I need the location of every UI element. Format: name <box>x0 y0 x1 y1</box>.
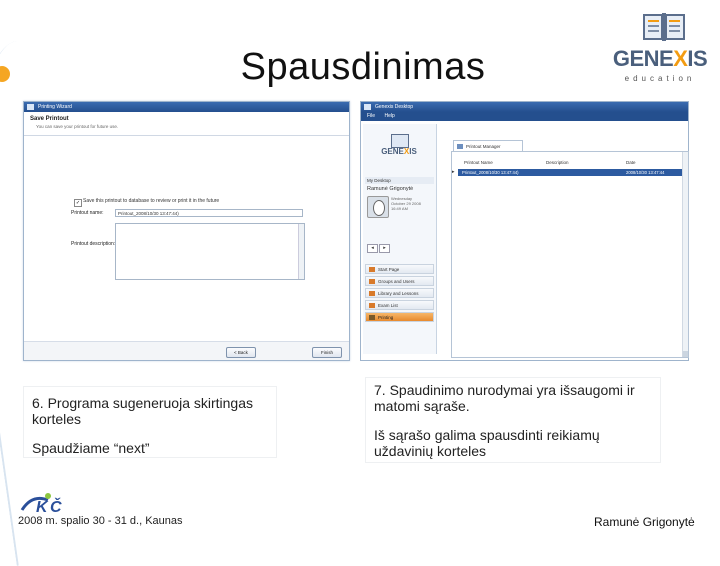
kc-logo-icon <box>18 490 76 516</box>
wizard-header <box>24 112 349 136</box>
column-header-description[interactable]: Description <box>546 160 569 165</box>
wizard-subheading: You can save your printout for future use. <box>36 124 119 129</box>
row-date: 2008/10/30 13:47:44 <box>626 170 665 175</box>
app-main-panel <box>447 124 687 359</box>
save-printout-checkbox[interactable]: ✓ <box>75 200 81 206</box>
wizard-window-title: Printing Wizard <box>38 104 72 110</box>
svg-text:K: K <box>36 499 48 516</box>
book-icon <box>642 12 686 44</box>
sidebar-wordmark: GENEXIS <box>381 147 417 156</box>
app-window-title: Genexis Desktop <box>375 104 414 110</box>
tab-printout-manager[interactable]: Printout Manager <box>453 140 523 151</box>
printout-description-label: Printout description: <box>71 241 116 247</box>
window-icon <box>364 104 371 110</box>
row-name: Printout_2008/10/30 13:47:44) <box>462 170 519 175</box>
genexis-tagline: education <box>624 74 696 83</box>
window-icon <box>27 104 34 110</box>
wizard-body <box>24 137 349 327</box>
caption-right-line2: Iš sąrašo galima spausdinti reikiamų uždavinių korteles <box>374 427 600 459</box>
slide-title: Spausdinimas <box>240 46 486 88</box>
sidebar-item-library-lessons[interactable]: Library and Lessons <box>365 288 434 298</box>
library-icon <box>369 291 375 296</box>
sidebar-item-exam-list[interactable]: Exam List <box>365 300 434 310</box>
start-page-icon <box>369 267 375 272</box>
caption-right <box>366 378 660 462</box>
my-desktop-label: My Desktop <box>365 177 434 184</box>
exam-icon <box>369 303 375 308</box>
row-pointer-icon: ▸ <box>452 169 455 175</box>
app-titlebar <box>361 102 688 112</box>
printing-wizard-screenshot <box>23 101 350 361</box>
groups-icon <box>369 279 375 284</box>
column-header-date[interactable]: Date <box>626 160 636 165</box>
printout-description-field[interactable] <box>115 223 305 280</box>
wizard-titlebar <box>24 102 349 112</box>
sidebar-genexis-logo <box>375 134 423 168</box>
caption-left-line1: 6. Programa sugeneruoja skirtingas korteles <box>32 395 254 427</box>
finish-button[interactable]: Finish <box>312 347 342 358</box>
svg-text:Č: Č <box>50 499 62 516</box>
current-date: Wednesday October 29 2008 16:49 AM <box>391 196 421 211</box>
genexis-wordmark: GENEXIS <box>612 46 708 71</box>
menu-help[interactable]: Help <box>384 113 395 119</box>
sidebar-nav-arrows <box>367 244 391 253</box>
caption-left <box>24 387 276 457</box>
genexis-logo <box>610 12 710 82</box>
footer-event-info: 2008 m. spalio 30 - 31 d., Kaunas <box>18 515 183 527</box>
arrow-left-icon[interactable]: ◂ <box>367 244 378 253</box>
save-printout-checkbox-label: Save this printout to database to review or print it in the future <box>83 198 220 204</box>
wizard-heading: Save Printout <box>30 116 69 122</box>
sidebar-item-start-page[interactable]: Start Page <box>365 264 434 274</box>
printer-icon <box>369 315 375 320</box>
printout-grid <box>451 151 689 358</box>
avatar <box>367 196 389 218</box>
genexis-desktop-screenshot <box>360 101 689 361</box>
wizard-footer <box>24 341 349 360</box>
app-menubar <box>361 112 688 121</box>
sidebar-item-groups-users[interactable]: Groups and Users <box>365 276 434 286</box>
description-scrollbar[interactable] <box>298 224 304 279</box>
grid-scrollbar[interactable] <box>682 152 688 357</box>
caption-right-line1: 7. Spaudinimo nurodymai yra išsaugomi ir matomi sąraše. <box>374 382 635 414</box>
back-button[interactable]: < Back <box>226 347 256 358</box>
column-header-name[interactable]: Printout Name <box>464 160 493 165</box>
arrow-right-icon[interactable]: ▸ <box>379 244 390 253</box>
book-icon <box>391 134 409 148</box>
table-row[interactable] <box>458 169 686 176</box>
printer-icon <box>457 144 463 149</box>
app-sidebar <box>363 124 437 354</box>
user-name: Ramunė Grigonytė <box>367 186 414 192</box>
caption-left-line2: Spaudžiame “next” <box>32 440 150 456</box>
sidebar-item-printing[interactable]: Printing <box>365 312 434 322</box>
printout-name-field[interactable]: Printout_2008/10/30 13:47:44) <box>115 209 303 217</box>
printout-name-label: Printout name: <box>71 210 104 216</box>
footer-author: Ramunė Grigonytė <box>594 515 695 529</box>
menu-file[interactable]: File <box>367 113 376 119</box>
